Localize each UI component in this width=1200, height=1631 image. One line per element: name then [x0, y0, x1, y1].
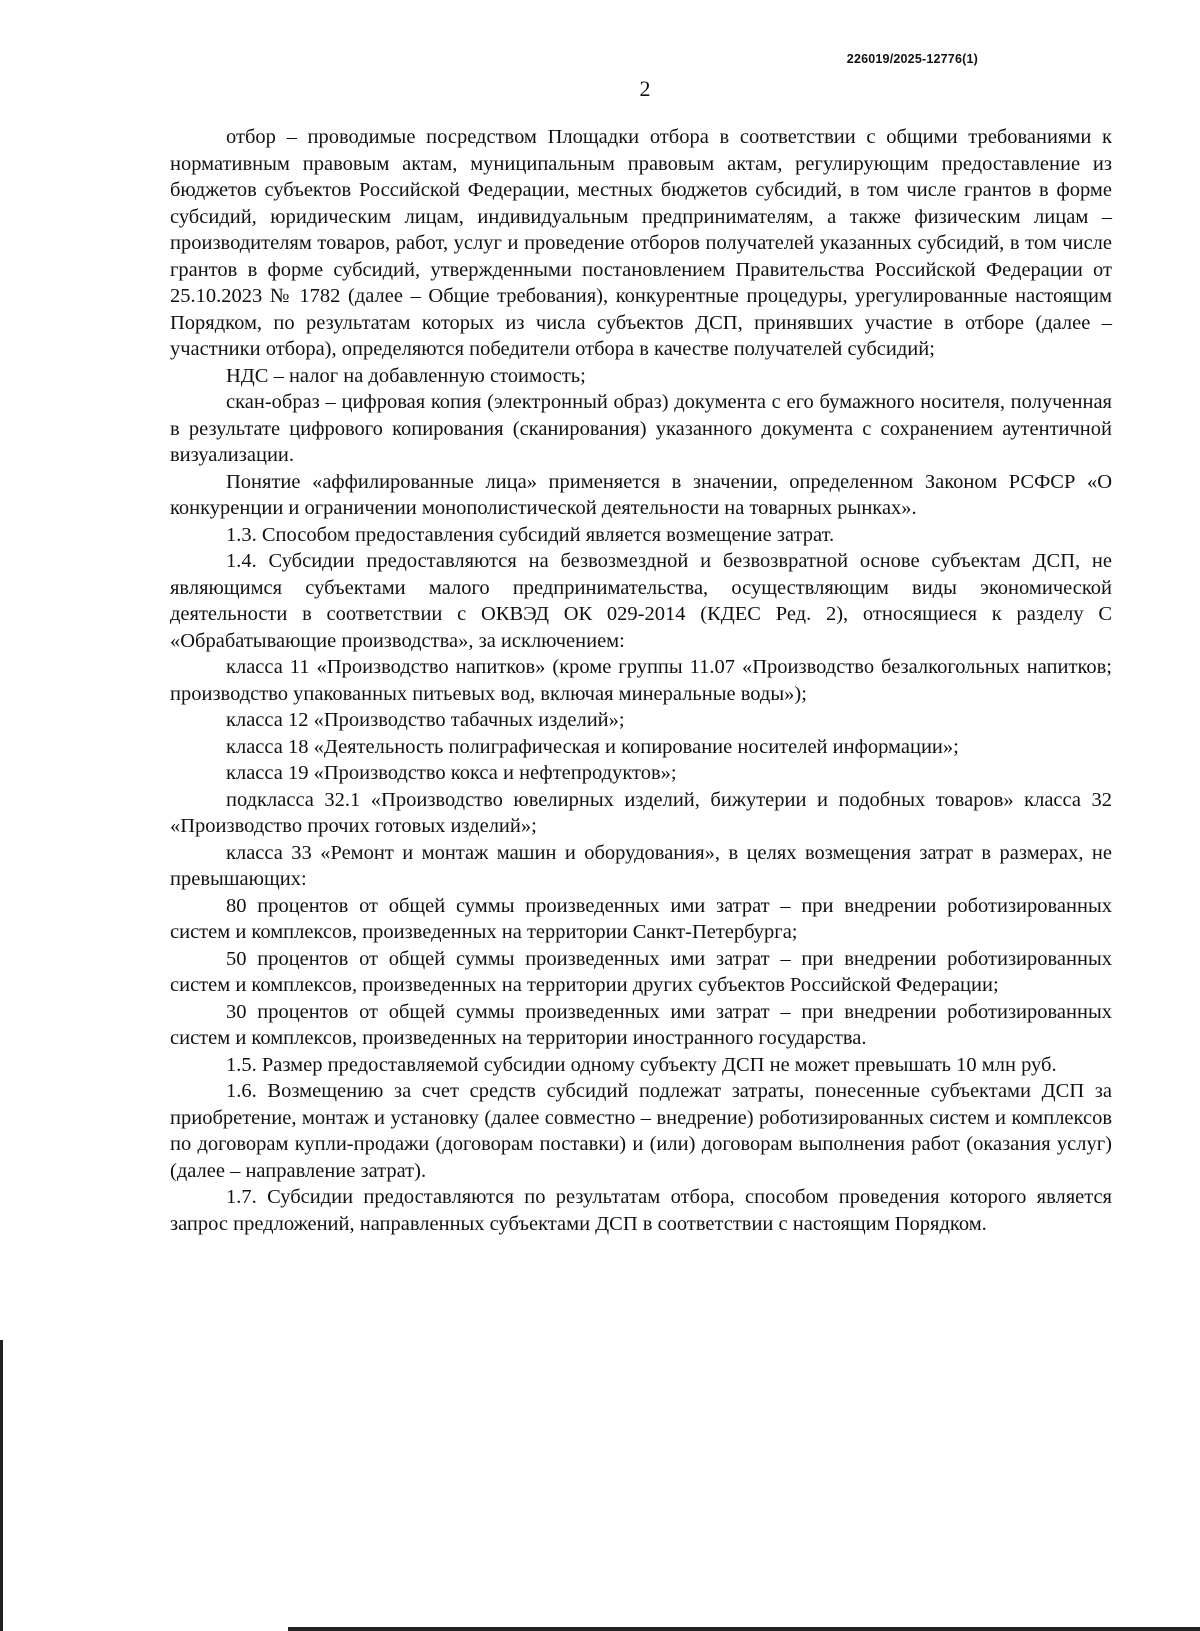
paragraph-definition-scan: скан-образ – цифровая копия (электронный образ) документа с его бумажного носителя, полученная в результате цифрового копирования (сканирования) указанного документа с сохранением аутентичной визуализации. [170, 391, 1112, 466]
paragraph-1-6: 1.6. Возмещению за счет средств субсидий подлежат затраты, понесенные субъектами ДСП за приобретение, монтаж и установку (далее совместно – внедрение) роботизированных систем и комплексов по договорам купли-продажи (договорам поставки) и (или) договорам выполнения работ (оказания услуг) (далее – направление затрат). [170, 1080, 1112, 1182]
paragraph-1-7: 1.7. Субсидии предоставляются по результатам отбора, способом проведения которого является запрос предложений, направленных субъектами ДСП в соответствии с настоящим Порядком. [170, 1186, 1112, 1235]
document-body [170, 124, 1112, 1237]
rate-30-percent: 30 процентов от общей суммы произведенных ими затрат – при внедрении роботизированных систем и комплексов, произведенных на территории иностранного государства. [170, 1000, 1112, 1049]
scan-edge-mark [0, 1340, 3, 1631]
paragraph-1-5: 1.5. Размер предоставляемой субсидии одному субъекту ДСП не может превышать 10 млн руб. [226, 1053, 1057, 1076]
page-number: 2 [639, 76, 651, 101]
paragraph-definition-otbor: отбор – проводимые посредством Площадки отбора в соответствии с общими требованиями к нормативным правовым актам, муниципальным правовым актам, регулирующим предоставление из бюджетов субъектов Российской Федерации, местных бюджетов субсидий, в том числе грантов в форме субсидий, юридическим лицам, индивидуальным предпринимателям, а также физическим лицам – производителям товаров, работ, услуг и проведение отборов получателей указанных субсидий, в том числе грантов в форме субсидий, утвержденными постановлением Правительства Российской Федерации от 25.10.2023 № 1782 (далее – Общие требования), конкурентные процедуры, урегулированные настоящим Порядком, по результатам которых из числа субъектов ДСП, принявших участие в отборе (далее – участники отбора), определяются победители отбора в качестве получателей субсидий; [170, 126, 1112, 360]
paragraph-affiliated-persons: Понятие «аффилированные лица» применяется в значении, определенном Законом РСФСР «О конкуренции и ограничении монополистической деятельности на товарных рынках». [170, 470, 1112, 519]
paragraph-definition-nds: НДС – налог на добавленную стоимость; [226, 364, 586, 387]
exclusion-class-19: класса 19 «Производство кокса и нефтепродуктов»; [226, 762, 677, 784]
rate-50-percent: 50 процентов от общей суммы произведенных ими затрат – при внедрении роботизированных систем и комплексов, произведенных на территории других субъектов Российской Федерации; [170, 947, 1112, 996]
exclusion-class-33: класса 33 «Ремонт и монтаж машин и оборудования», в целях возмещения затрат в размерах, не превышающих: [170, 841, 1112, 890]
rate-80-percent: 80 процентов от общей суммы произведенных ими затрат – при внедрении роботизированных систем и комплексов, произведенных на территории Санкт-Петербурга; [170, 894, 1112, 943]
exclusion-subclass-32-1: подкласса 32.1 «Производство ювелирных изделий, бижутерии и подобных товаров» класса 32 «Производство прочих готовых изделий»; [170, 788, 1112, 837]
paragraph-1-3: 1.3. Способом предоставления субсидий является возмещение затрат. [226, 523, 835, 546]
exclusion-class-11: класса 11 «Производство напитков» (кроме группы 11.07 «Производство безалкогольных напитков; производство упакованных питьевых вод, включая минеральные воды»); [170, 656, 1112, 705]
exclusion-class-12: класса 12 «Производство табачных изделий»; [226, 709, 625, 731]
document-registration-number: 226019/2025-12776(1) [846, 52, 978, 66]
scan-bottom-border [288, 1627, 1200, 1631]
exclusion-class-18: класса 18 «Деятельность полиграфическая и копирование носителей информации»; [226, 735, 959, 758]
paragraph-1-4: 1.4. Субсидии предоставляются на безвозмездной и безвозвратной основе субъектам ДСП, не являющимся субъектами малого предпринимательства, осуществляющим виды экономической деятельности в соответствии с ОКВЭД ОК 029-2014 (КДЕС Ред. 2), относящиеся к разделу С «Обрабатывающие производства», за исключением: [170, 550, 1112, 652]
